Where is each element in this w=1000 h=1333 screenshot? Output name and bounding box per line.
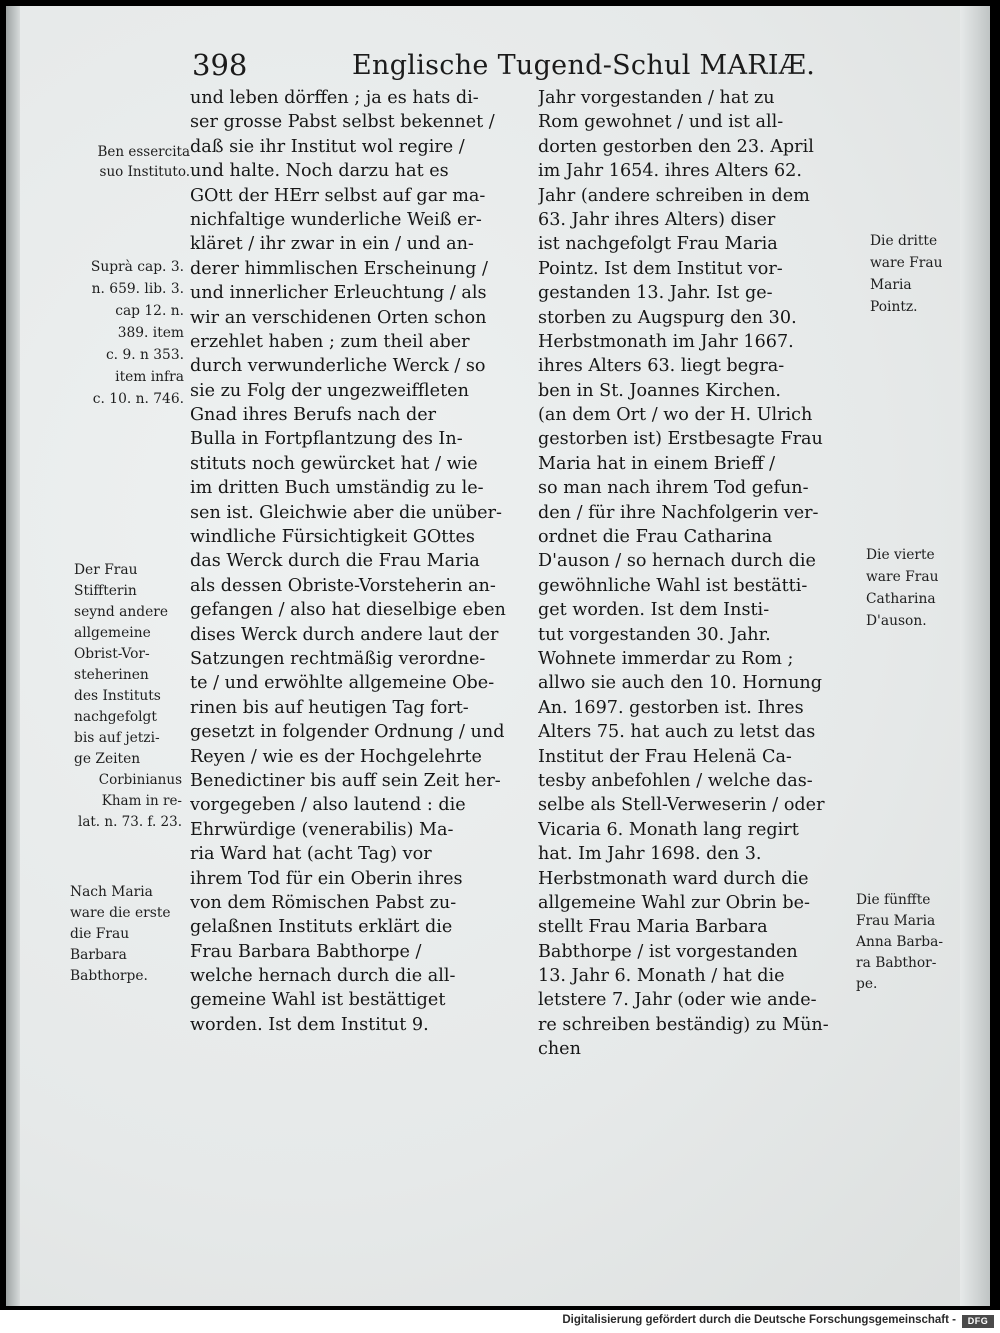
text-line: das Werck durch die Frau Maria [190, 551, 480, 572]
text-column-left [190, 86, 520, 1037]
page-edge-left [6, 6, 20, 1306]
text-line: ihrem Tod für ein Oberin ihres [190, 868, 463, 889]
margin-note-line: c. 9. n 353. [105, 347, 184, 363]
margin-note-die-vierte [866, 544, 962, 632]
text-line: gestanden 13. Jahr. Ist ge- [538, 283, 773, 304]
margin-note-line: Catharina [866, 591, 936, 607]
margin-note-line: ra Babthor- [856, 955, 937, 971]
text-line: als dessen Obriste-Vorsteherin an- [190, 575, 496, 596]
margin-note-line: Barbara [70, 947, 127, 963]
text-line: gewöhnliche Wahl ist bestätti- [538, 575, 808, 596]
margin-note-line: 389. item [117, 325, 184, 341]
text-line: allwo sie auch den 10. Hornung [538, 673, 823, 694]
margin-note-die-fuenffte [856, 890, 960, 995]
margin-note-references [74, 256, 184, 410]
text-line: stellt Frau Maria Barbara [538, 917, 768, 938]
text-line: Herbstmonath ward durch die [538, 868, 809, 889]
margin-note-line: die Frau [70, 926, 130, 942]
margin-note-line: Die dritte [870, 233, 938, 249]
text-line: (an dem Ort / wo der H. Ulrich [538, 405, 813, 426]
text-line: Jahr vorgestanden / hat zu [538, 88, 775, 108]
margin-note-line: Corbinianus [98, 772, 182, 788]
margin-note-line: Anna Barba- [856, 934, 944, 950]
text-line: ihres Alters 63. liegt begra- [538, 356, 785, 377]
text-line: rinen bis auf heutigen Tag fort- [190, 697, 469, 718]
text-line: Satzungen rechtmäßig verordne- [190, 648, 486, 669]
text-line: Maria hat in einem Brieff / [538, 453, 776, 474]
text-line: Rom gewohnet / und ist all- [538, 112, 784, 133]
margin-note-line: seynd andere [74, 604, 169, 620]
text-line: wir an verschidenen Orten schon [190, 307, 487, 328]
margin-note-line: des Instituts [74, 688, 161, 704]
text-line: windliche Fürsichtigkeit GOttes [190, 527, 475, 548]
margin-note-die-dritte [870, 230, 960, 318]
text-line: im Jahr 1654. ihres Alters 62. [538, 161, 802, 182]
text-line: stituts noch gewürcket hat / wie [190, 453, 478, 474]
text-line: D'auson / so hernach durch die [538, 551, 816, 572]
text-line: dises Werck durch andere laut der [190, 624, 499, 645]
margin-note-line: ge Zeiten [74, 751, 141, 767]
text-line: derer himmlischen Erscheinung / [190, 258, 488, 279]
text-line: Ehrwürdige (venerabilis) Ma- [190, 819, 454, 840]
margin-note-line: Kham in re- [101, 793, 182, 809]
margin-note-line: Obrist-Vor- [74, 646, 150, 662]
text-line: Frau Barbara Babthorpe / [190, 941, 422, 962]
margin-note-line: Frau Maria [856, 913, 936, 929]
margin-note-line: D'auson. [866, 613, 927, 629]
margin-note-line: Babthorpe. [70, 968, 148, 984]
text-line: te / und erwöhlte allgemeine Obe- [190, 673, 495, 694]
text-line: dorten gestorben den 23. April [538, 136, 814, 157]
text-line: und leben dörffen ; ja es hats di- [190, 88, 479, 108]
text-line: ser grosse Pabst selbst bekennet / [190, 112, 495, 133]
margin-note-line: pe. [856, 976, 878, 992]
margin-note-line: Suprà cap. 3. [90, 259, 184, 275]
text-line: An. 1697. gestorben ist. Ihres [538, 697, 804, 718]
text-line: allgemeine Wahl zur Obrin be- [538, 892, 810, 913]
text-line: durch verwunderliche Werck / so [190, 356, 486, 377]
page-edge-right [960, 6, 990, 1306]
text-line: gemeine Wahl ist bestättiget [190, 990, 446, 1011]
digitization-footer [0, 1310, 1000, 1333]
margin-note-stiffterin [74, 560, 186, 770]
text-line: tut vorgestanden 30. Jahr. [538, 624, 771, 645]
margin-note-line: c. 10. n. 746. [92, 391, 184, 407]
margin-note-line: n. 659. lib. 3. [91, 281, 184, 297]
text-line: 13. Jahr 6. Monath / hat die [538, 966, 785, 987]
text-line: Institut der Frau Helenä Ca- [538, 746, 792, 767]
margin-note-line: Ben essercita [97, 144, 190, 160]
text-line: gestorben ist) Erstbesagte Frau [538, 429, 823, 450]
margin-note-line: Die vierte [866, 547, 935, 563]
text-line: re schreiben beständig) zu Mün- [538, 1014, 829, 1035]
text-line: GOtt der HErr selbst auf gar ma- [190, 185, 486, 206]
page-header [192, 48, 816, 82]
margin-note-line: ware Frau [870, 255, 943, 271]
text-line: ben in St. Joannes Kirchen. [538, 380, 781, 401]
margin-note-nach-maria [70, 882, 182, 987]
text-line: chen [538, 1039, 581, 1060]
text-column-right [538, 86, 868, 1062]
text-line: get worden. Ist dem Insti- [538, 600, 770, 621]
text-line: im dritten Buch umständig zu le- [190, 478, 484, 499]
text-line: kläret / ihr zwar in ein / und an- [190, 234, 474, 255]
margin-note-ben-essercita [78, 142, 190, 182]
text-line: und halte. Noch darzu hat es [190, 161, 449, 182]
text-line: und innerlicher Erleuchtung / als [190, 283, 487, 304]
margin-note-line: item infra [115, 369, 184, 385]
text-line: 63. Jahr ihres Alters) diser [538, 209, 776, 230]
text-line: nichfaltige wunderliche Weiß er- [190, 209, 482, 230]
margin-note-line: Der Frau [74, 562, 138, 578]
text-line: Babthorpe / ist vorgestanden [538, 941, 798, 962]
text-line: Reyen / wie es der Hochgelehrte [190, 746, 482, 767]
margin-note-line: nachgefolgt [74, 709, 157, 725]
text-line: sie zu Folg der ungezweiffleten [190, 380, 469, 401]
text-line: storben zu Augspurg den 30. [538, 307, 797, 328]
text-line: Benedictiner bis auff sein Zeit her- [190, 770, 501, 791]
margin-note-line: Pointz. [870, 299, 918, 315]
text-line: selbe als Stell-Verweserin / oder [538, 795, 825, 816]
text-line: von dem Römischen Pabst zu- [190, 892, 457, 913]
margin-note-line: ware die erste [70, 905, 171, 921]
text-line: Pointz. Ist dem Institut vor- [538, 258, 783, 279]
margin-note-line: Stiffterin [74, 583, 137, 599]
margin-note-line: bis auf jetzi- [74, 730, 160, 746]
text-line: gelaßnen Instituts erklärt die [190, 917, 453, 938]
margin-note-line: Maria [870, 277, 912, 293]
text-line: Wohnete immerdar zu Rom ; [538, 648, 794, 669]
text-line: erzehlet haben ; zum theil aber [190, 331, 470, 352]
text-line: Bulla in Fortpflantzung des In- [190, 429, 463, 450]
text-line: ist nachgefolgt Frau Maria [538, 234, 778, 255]
margin-note-corbinianus [70, 770, 182, 833]
text-line: Jahr (andere schreiben in dem [538, 185, 810, 206]
text-line: ria Ward hat (acht Tag) vor [190, 844, 432, 865]
text-line: Vicaria 6. Monath lang regirt [538, 819, 799, 840]
margin-note-line: Nach Maria [70, 884, 153, 900]
text-line: gesetzt in folgender Ordnung / und [190, 722, 505, 743]
text-line: so man nach ihrem Tod gefun- [538, 478, 809, 499]
text-line: gefangen / also hat dieselbige eben [190, 600, 506, 621]
margin-note-line: suo Instituto. [99, 164, 190, 180]
text-line: welche hernach durch die all- [190, 966, 456, 987]
margin-note-line: steherinen [74, 667, 149, 683]
text-line: Herbstmonath im Jahr 1667. [538, 331, 794, 352]
footer-credit: Digitalisierung gefördert durch die Deutsche Forschungsgemeinschaft - [562, 1314, 956, 1326]
text-line: tesby anbefohlen / welche das- [538, 770, 813, 791]
margin-note-line: cap 12. n. [115, 303, 184, 319]
text-line: Gnad ihres Berufs nach der [190, 405, 437, 426]
margin-note-line: ware Frau [866, 569, 939, 585]
text-line: ordnet die Frau Catharina [538, 527, 773, 548]
margin-note-line: Die fünffte [856, 892, 931, 908]
margin-note-line: lat. n. 73. f. 23. [78, 814, 182, 830]
text-line: vorgegeben / also lautend : die [190, 795, 466, 816]
text-line: letstere 7. Jahr (oder wie ande- [538, 990, 817, 1011]
running-title: Englische Tugend-Schul MARIÆ. [352, 50, 816, 81]
text-line: daß sie ihr Institut wol regire / [190, 136, 465, 157]
text-line: sen ist. Gleichwie aber die unüber- [190, 502, 502, 523]
page-number: 398 [192, 48, 248, 82]
dfg-logo: DFG [962, 1315, 994, 1328]
text-line: Alters 75. hat auch zu letst das [538, 722, 816, 743]
margin-note-line: allgemeine [74, 625, 151, 641]
text-line: worden. Ist dem Institut 9. [190, 1014, 429, 1035]
text-line: den / für ihre Nachfolgerin ver- [538, 502, 819, 523]
text-line: hat. Im Jahr 1698. den 3. [538, 844, 762, 865]
